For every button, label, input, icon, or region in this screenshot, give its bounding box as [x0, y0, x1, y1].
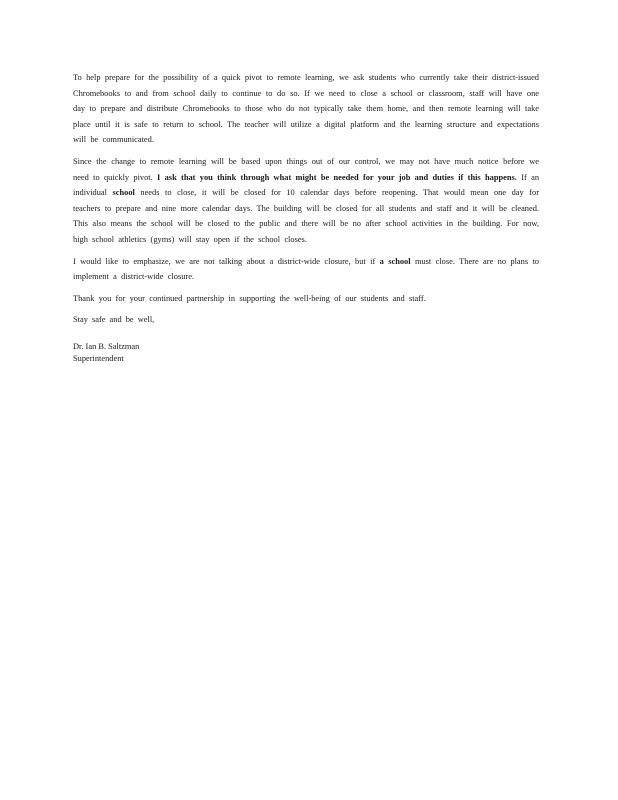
paragraph-emphasis-text-b: must close. There are no plans to implement a district-wide closure. [73, 256, 539, 282]
paragraph-remote-pivot-text-a: Since the change to remote learning will be based upon things out of our control, we may not have much notice before we need to quickly pivot. [73, 156, 539, 182]
paragraph-thanks-text: Thank you for your continued partnership in supporting the well-being of our students and staff. [73, 293, 426, 303]
signature-title: Superintendent [73, 354, 124, 364]
signature-name: Dr. Ian B. Saltzman [73, 341, 140, 351]
paragraph-thanks [73, 291, 539, 307]
paragraph-remote-pivot-bold: I ask that you think through what might be needed for your job and duties if this happens. [157, 172, 517, 182]
paragraph-emphasis [73, 254, 539, 285]
paragraph-chromebooks-text: To help prepare for the possibility of a quick pivot to remote learning, we ask students who currently take their district-issued Chromebooks to and from school daily to continue to do so. If we need to close a school or classroom, staff will have one day to prepare and distribute Chromebooks to those who do not typically take them home, and then remote learning will take place until it is safe to return to school. The teacher will utilize a digital platform and the learning structure and expectations will be communicated. [73, 73, 539, 145]
paragraph-emphasis-text-a: I would like to emphasize, we are not talking about a district-wide closure, but if [73, 256, 376, 266]
closing-line: Stay safe and be well, [73, 315, 155, 325]
paragraph-emphasis-bold: a school [379, 256, 411, 266]
paragraph-remote-pivot-text-c: needs to close, it will be closed for 10 calendar days before reopening. That would mean one day for teachers to prepare and nine more calendar days. The building will be closed for all students and staff and it will be cleaned. This also means the school will be closed to the public and there will be no after school activities in the building. For now, high school athletics (gyms) will stay open if the school closes. [73, 188, 540, 244]
signature-block [73, 341, 539, 366]
paragraph-remote-pivot-bold-2: school [112, 188, 135, 198]
letter-body [73, 70, 539, 366]
paragraph-chromebooks [73, 70, 539, 148]
paragraph-remote-pivot-text-b: If an individual [73, 172, 540, 198]
paragraph-remote-pivot [73, 154, 539, 248]
